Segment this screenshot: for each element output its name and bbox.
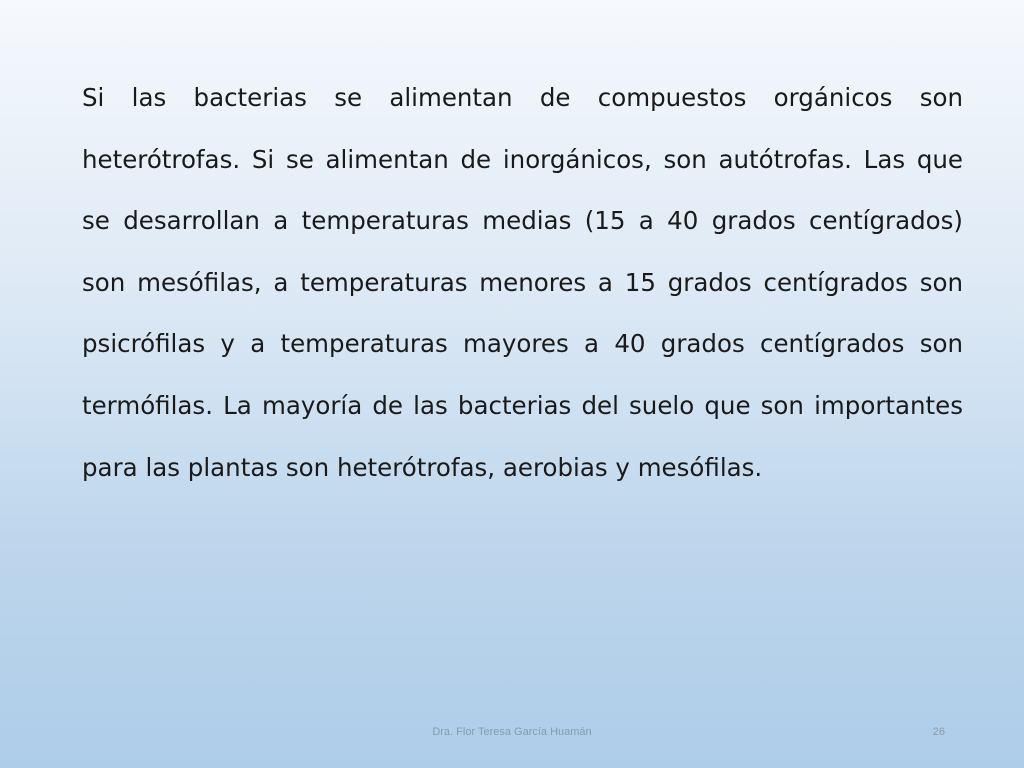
- slide-body-text: Si las bacterias se alimentan de compuestos orgánicos son heterótrofas. Si se alimentan de inorgánicos, son autótrofas. Las que se desarrollan a temperaturas medias (15 a 40 grados centígrados) son mesófilas, a temperaturas menores a 15 grados centígrados son psicrófilas y a temperaturas mayores a 40 grados centígrados son termófilas. La mayoría de las bacterias del suelo que son importantes para las plantas son heterótrofas, aerobias y mesófilas.: [82, 83, 963, 482]
- footer-author: Dra. Flor Teresa García Huamán: [432, 726, 592, 738]
- slide-page-number: 26: [932, 726, 945, 738]
